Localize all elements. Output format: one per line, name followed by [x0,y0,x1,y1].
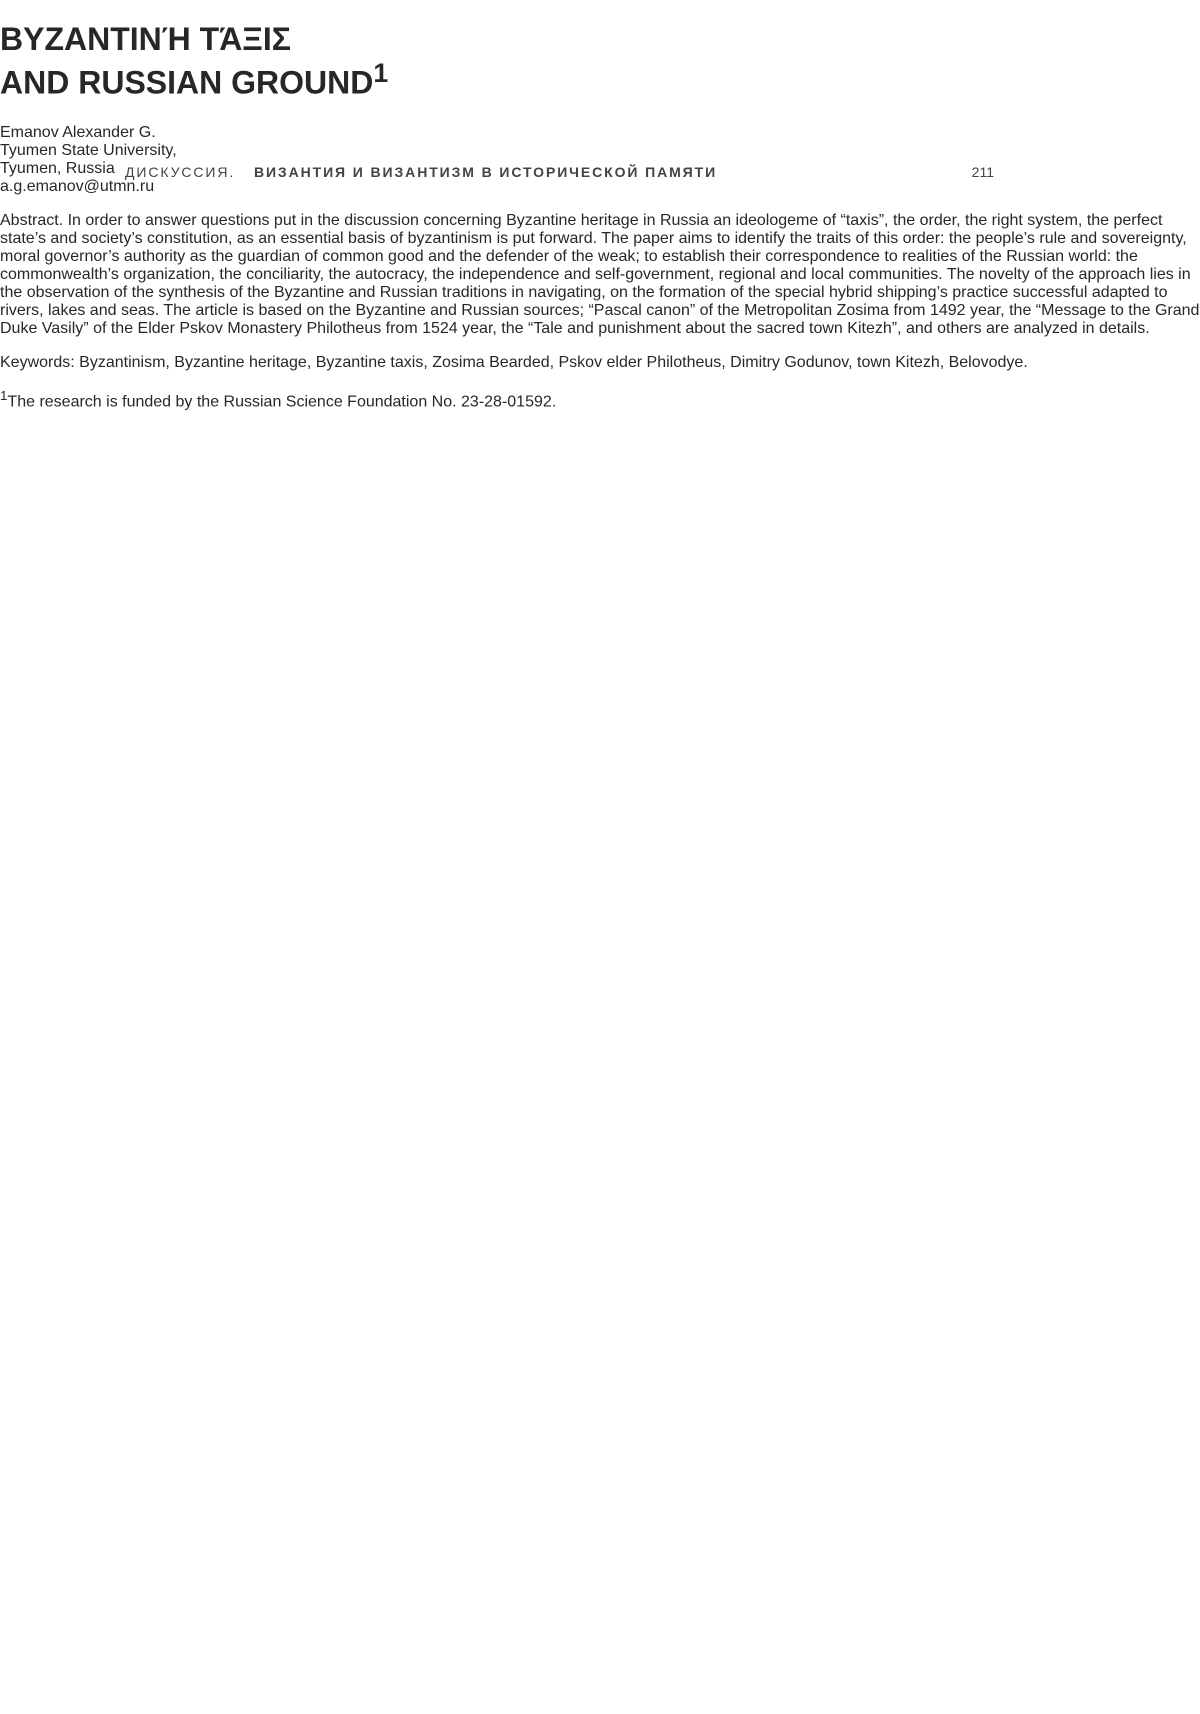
abstract-paragraph [0,212,1200,338]
footnote [0,388,1200,411]
running-head-section: ДИСКУССИЯ. [125,164,236,180]
article-title-line1: ΒΥΖΑΝΤΙΝΉ ΤΆΞΙΣ [0,21,291,58]
running-head-text [125,162,717,182]
running-head-title: ВИЗАНТИЯ И ВИЗАНТИЗМ В ИСТОРИЧЕСКОЙ ПАМЯТИ [253,164,718,180]
keywords-label: Keywords: [0,353,75,371]
author-location: Tyumen, Russia [0,159,115,177]
author-affiliation: Tyumen State University, [0,141,177,159]
keywords-paragraph [0,354,1200,372]
keywords-text: Byzantinism, Byzantine heritage, Byzantine taxis, Zosima Bearded, Pskov elder Philotheus, Dimitry Godunov, town Kitezh, Belovodye. [79,353,1028,371]
footnote-text: The research is funded by the Russian Science Foundation No. 23-28-01592. [7,392,557,410]
abstract-label: Abstract. [0,211,64,229]
abstract-text: In order to answer questions put in the discussion concerning Byzantine heritage in Russia an ideologeme of “taxis”, the order, the right system, the perfect state’s and society’s constitution, as an essential basis of byzantinism is put forward. The paper aims to identify the traits of this order: the people’s rule and sovereignty, moral governor’s authority as the guardian of common good and the defender of the weak; to establish their correspondence to realities of the Russian world: the commonwealth’s organization, the conciliarity, the autocracy, the independence and self-government, regional and local communities. The novelty of the approach lies in the observation of the synthesis of the Byzantine and Russian traditions in navigating, on the formation of the special hybrid shipping’s practice successful adapted to rivers, lakes and seas. The article is based on the Byzantine and Russian sources; “Pascal canon” of the Metropolitan Zosima from 1492 year, the “Message to the Grand Duke Vasily” of the Elder Pskov Monastery Philotheus from 1524 year, the “Tale and punishment about the sacred town Kitezh”, and others are analyzed in details. [0,211,1200,337]
title-footnote-ref: 1 [373,58,389,89]
footnote-marker: 1 [0,387,8,403]
author-email: a.g.emanov@utmn.ru [0,177,155,195]
article-title [0,21,1200,102]
running-head [125,162,994,182]
author-name: Emanov Alexander G. [0,123,156,141]
page-number: 211 [971,164,994,180]
author-block [0,124,1200,196]
article-title-line2: AND RUSSIAN GROUND [0,65,374,102]
